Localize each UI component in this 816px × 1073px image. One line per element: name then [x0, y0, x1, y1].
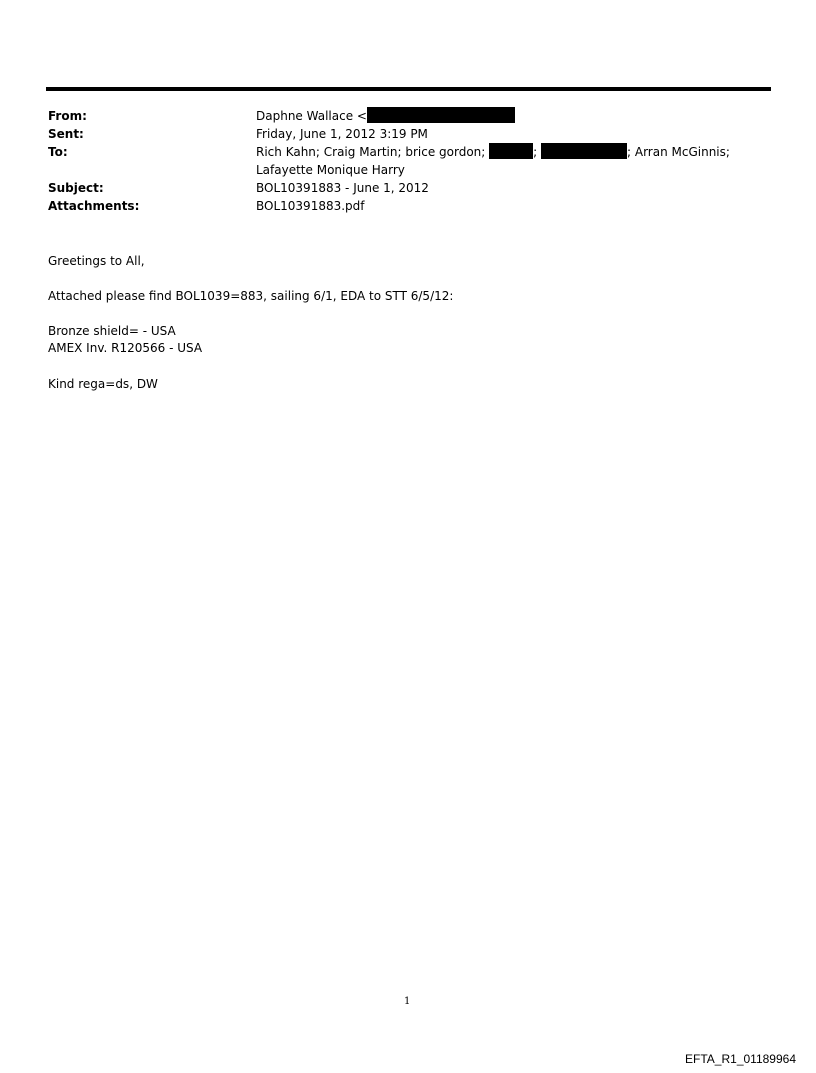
to-recipients-3: ; Arran McGinnis;	[627, 145, 730, 159]
to-value	[256, 143, 730, 161]
attachment-filename[interactable]: BOL10391883.pdf	[256, 199, 365, 213]
subject-label: Subject:	[48, 181, 104, 195]
greeting-text: Greetings to All,	[48, 254, 145, 268]
header-rule	[46, 87, 771, 91]
document-id: EFTA_R1_01189964	[685, 1052, 796, 1066]
redaction-box	[541, 143, 627, 159]
sent-value: Friday, June 1, 2012 3:19 PM	[256, 127, 428, 141]
subject-value: BOL10391883 - June 1, 2012	[256, 181, 429, 195]
body-line-2: Bronze shield= - USA	[48, 324, 176, 338]
body-line-3: AMEX Inv. R120566 - USA	[48, 341, 203, 355]
to-recipients-1: Rich Kahn; Craig Martin; brice gordon;	[256, 145, 486, 159]
from-value	[256, 107, 515, 125]
from-label: From:	[48, 109, 87, 123]
body-line-1: Attached please find BOL1039=883, sailing 6/1, EDA to STT 6/5/12:	[48, 289, 454, 303]
to-recipients-2: ;	[533, 145, 538, 159]
to-value-line2: Lafayette Monique Harry	[256, 163, 405, 177]
redaction-box	[367, 107, 515, 123]
page-number: 1	[404, 996, 411, 1007]
redaction-box	[489, 143, 533, 159]
from-sender: Daphne Wallace <	[256, 109, 367, 123]
signoff-text: Kind rega=ds, DW	[48, 377, 158, 391]
attachments-label: Attachments:	[48, 199, 140, 213]
sent-label: Sent:	[48, 127, 84, 141]
to-label: To:	[48, 145, 68, 159]
